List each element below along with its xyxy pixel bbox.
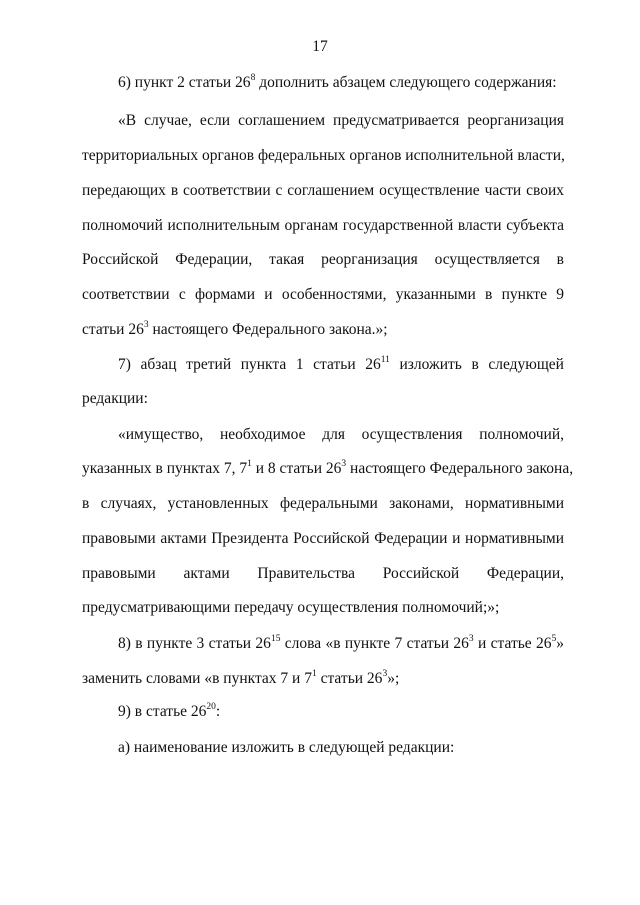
item-9-line: 9) в статье $26^{20}$: xyxy=(118,701,221,720)
quote-1-line: «В случае, если соглашением предусматривается реорганизация xyxy=(118,112,564,129)
item-7-continuation: редакции: xyxy=(82,390,148,407)
quote-2-line: правовыми актами Президента Российской Федерации и нормативными xyxy=(82,530,564,547)
quote-1-line: территориальных органов федеральных органов исполнительной власти, xyxy=(82,147,565,164)
item-9a-line: а) наименование изложить в следующей редакции: xyxy=(118,739,455,756)
quote-1-last-line: статьи $26^3$ настоящего Федерального закона.»; xyxy=(82,319,388,338)
quote-2-line: «имущество, необходимое для осуществления полномочий, xyxy=(118,426,564,443)
page-number: 17 xyxy=(312,38,328,55)
item-6-line: 6) пункт 2 статьи $26^8$ дополнить абзацем следующего содержания: xyxy=(118,72,557,91)
item-7-line: 7) абзац третий пункта 1 статьи $26^{11}$ изложить в следующей xyxy=(118,354,564,373)
quote-2-line: правовыми актами Правительства Российской Федерации, xyxy=(82,565,564,582)
quote-1-line: полномочий исполнительным органам государственной власти субъекта xyxy=(82,217,564,234)
quote-2-line: в случаях, установленных федеральными законами, нормативными xyxy=(82,495,564,512)
item-8-continuation: заменить словами «в пунктах 7 и $7^1$ статьи $26^3$»; xyxy=(82,668,400,687)
quote-2-line: указанных в пунктах 7, $7^1$ и 8 статьи $26^3$ настоящего Федерального закона, xyxy=(82,458,574,477)
quote-1-line: Российской Федерации, такая реорганизация осуществляется в xyxy=(82,251,564,268)
quote-1-line: соответствии с формами и особенностями, указанными в пункте 9 xyxy=(82,286,564,303)
item-8-line: 8) в пункте 3 статьи $26^{15}$ слова «в пункте 7 статьи $26^3$ и статье $26^5$» xyxy=(118,633,564,652)
quote-2-last-line: предусматривающими передачу осуществления полномочий;»; xyxy=(82,599,500,616)
quote-1-line: передающих в соответствии с соглашением осуществление части своих xyxy=(82,182,564,199)
